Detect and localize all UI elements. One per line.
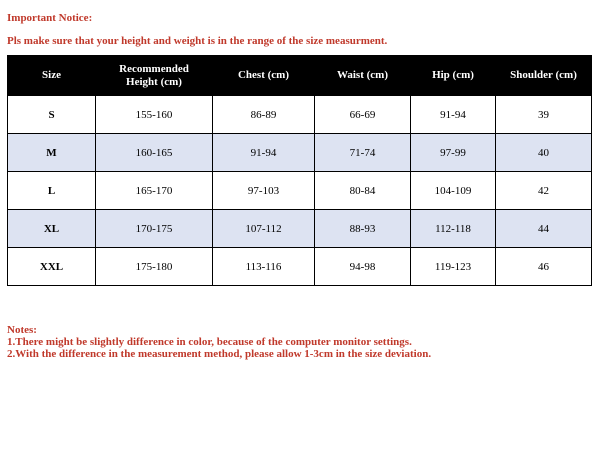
header-hip: Hip (cm) [411, 56, 496, 96]
notice-text: Pls make sure that your height and weight is in the range of the size measurment. [7, 35, 388, 47]
notes-line-1: 1.There might be slightly difference in color, because of the computer monitor settings. [7, 336, 412, 348]
table-row [8, 172, 592, 210]
size-chart-table [7, 55, 592, 286]
cell-size: XXL [8, 248, 96, 286]
cell-size: S [8, 96, 96, 134]
table-header-row [8, 56, 592, 96]
table-row [8, 248, 592, 286]
cell-size: XL [8, 210, 96, 248]
header-size: Size [8, 56, 96, 96]
cell-hip: 112-118 [411, 210, 496, 248]
notes-section [7, 324, 431, 360]
header-waist: Waist (cm) [315, 56, 411, 96]
cell-height: 165-170 [96, 172, 213, 210]
cell-shoulder: 44 [496, 210, 592, 248]
cell-waist: 94-98 [315, 248, 411, 286]
cell-height: 170-175 [96, 210, 213, 248]
cell-waist: 80-84 [315, 172, 411, 210]
cell-shoulder: 42 [496, 172, 592, 210]
cell-waist: 88-93 [315, 210, 411, 248]
header-chest: Chest (cm) [213, 56, 315, 96]
cell-chest: 97-103 [213, 172, 315, 210]
cell-size: M [8, 134, 96, 172]
notes-title: Notes: [7, 324, 37, 336]
cell-hip: 97-99 [411, 134, 496, 172]
header-height-line2: Height (cm) [126, 75, 182, 88]
table-row [8, 96, 592, 134]
cell-hip: 104-109 [411, 172, 496, 210]
header-shoulder: Shoulder (cm) [496, 56, 592, 96]
cell-height: 175-180 [96, 248, 213, 286]
notice-title: Important Notice: [7, 12, 93, 24]
cell-shoulder: 39 [496, 96, 592, 134]
cell-size: L [8, 172, 96, 210]
cell-chest: 86-89 [213, 96, 315, 134]
cell-height: 155-160 [96, 96, 213, 134]
cell-chest: 113-116 [213, 248, 315, 286]
cell-waist: 66-69 [315, 96, 411, 134]
table-row [8, 134, 592, 172]
header-height [96, 56, 213, 96]
table-row [8, 210, 592, 248]
header-height-line1: Recommended [119, 62, 189, 75]
notes-line-2: 2.With the difference in the measurement method, please allow 1-3cm in the size deviation. [7, 348, 432, 360]
cell-hip: 119-123 [411, 248, 496, 286]
cell-waist: 71-74 [315, 134, 411, 172]
cell-shoulder: 40 [496, 134, 592, 172]
cell-hip: 91-94 [411, 96, 496, 134]
cell-chest: 107-112 [213, 210, 315, 248]
cell-height: 160-165 [96, 134, 213, 172]
cell-shoulder: 46 [496, 248, 592, 286]
cell-chest: 91-94 [213, 134, 315, 172]
